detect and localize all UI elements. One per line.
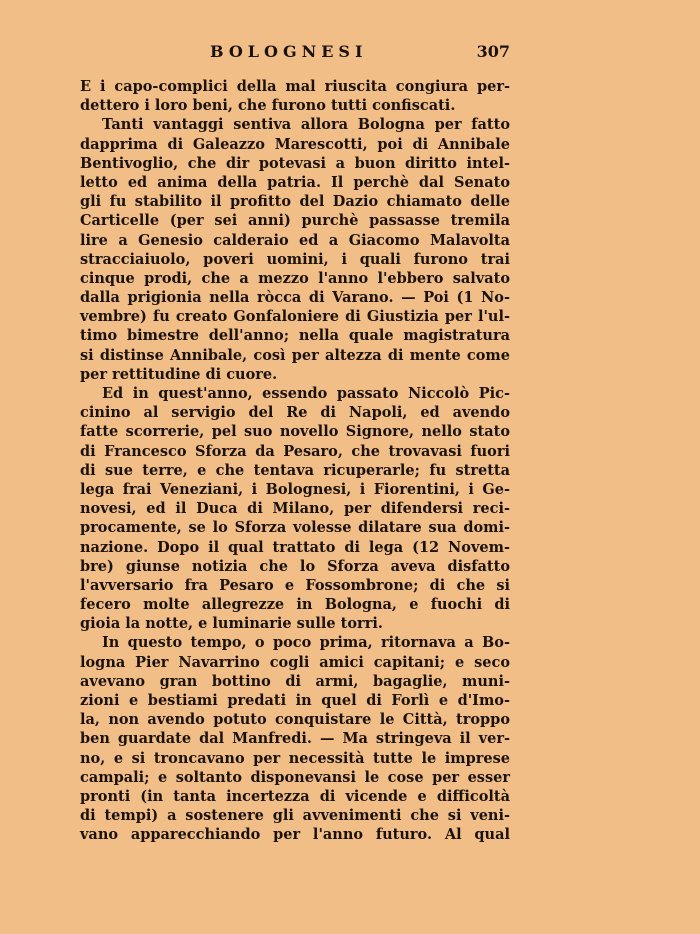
text-line: Carticelle (per sei anni) purchè passasse tremila [80, 212, 510, 230]
text-line: fecero molte allegrezze in Bologna, e fuochi di [80, 596, 510, 614]
body-text [80, 77, 510, 845]
paragraph-first-line: Ed in quest'anno, essendo passato Niccolò Pic- [102, 385, 510, 402]
text-line: la, non avendo potuto conquistare le Città, troppo [80, 711, 510, 729]
text-line: novesi, ed il Duca di Milano, per difendersi reci- [80, 500, 510, 518]
text-line: per rettitudine di cuore. [80, 365, 278, 383]
text-line: pronti (in tanta incertezza di vicende e difficoltà [80, 787, 510, 805]
text-line: cinque prodi, che a mezzo l'anno l'ebbero salvato [80, 269, 510, 287]
text-line: di sue terre, e che tentava ricuperarle; fu stretta [80, 461, 510, 479]
text-line: di Francesco Sforza da Pesaro, che trovavasi fuori [80, 442, 510, 460]
text-line: logna Pier Navarrino cogli amici capitani; e seco [80, 653, 510, 671]
text-line: E i capo-complici della mal riuscita congiura per- [80, 78, 510, 95]
text-line: l'avversario fra Pesaro e Fossombrone; di che si [80, 576, 510, 594]
text-line: avevano gran bottino di armi, bagaglie, muni- [80, 672, 510, 690]
text-line: stracciaiuolo, poveri uomini, i quali furono trai [80, 250, 510, 268]
page-number: 307 [476, 42, 510, 61]
text-line: zioni e bestiami predati in quel di Forlì e d'Imo- [80, 692, 510, 709]
text-line: si distinse Annibale, così per altezza di mente come [80, 346, 510, 364]
running-title: BOLOGNESI [210, 42, 368, 61]
text-line: lega frai Veneziani, i Bolognesi, i Fiorentini, i Ge- [80, 480, 510, 498]
text-line: campali; e soltanto disponevansi le cose per esser [80, 768, 510, 786]
paragraph-first-line: Tanti vantaggi sentiva allora Bologna per fatto [102, 116, 510, 134]
text-line: dalla prigionia nella ròcca di Varano. — Poi (1 No- [80, 289, 510, 307]
text-line: gioia la notte, e luminarie sulle torri. [80, 615, 383, 633]
text-line: fatte scorrerie, pel suo novello Signore, nello stato [80, 423, 510, 441]
text-line: Bentivoglio, che dir potevasi a buon diritto intel- [80, 154, 510, 172]
text-line: ben guardate dal Manfredi. — Ma stringeva il ver- [80, 730, 510, 748]
page-header [80, 40, 510, 64]
text-line: di tempi) a sostenere gli avvenimenti che si veni- [80, 807, 510, 825]
text-line: gli fu stabilito il profitto del Dazio chiamato delle [80, 193, 510, 211]
text-line: cinino al servigio del Re di Napoli, ed avendo [80, 404, 510, 422]
text-line: dapprima di Galeazzo Marescotti, poi di Annibale [80, 135, 510, 153]
text-line: vembre) fu creato Gonfaloniere di Giustizia per l'ul- [80, 308, 510, 326]
text-line: timo bimestre dell'anno; nella quale magistratura [80, 327, 510, 345]
text-line: procamente, se lo Sforza volesse dilatare sua domi- [80, 519, 510, 537]
text-line: nazione. Dopo il qual trattato di lega (12 Novem- [80, 538, 510, 556]
text-line: letto ed anima della patria. Il perchè dal Senato [80, 173, 510, 191]
text-line: vano apparecchiando per l'anno futuro. Al qual [80, 826, 510, 844]
paragraph-first-line: In questo tempo, o poco prima, ritornava a Bo- [102, 634, 510, 652]
text-line: lire a Genesio calderaio ed a Giacomo Malavolta [80, 231, 510, 249]
text-line: no, e si troncavano per necessità tutte le imprese [80, 749, 510, 767]
text-line: bre) giunse notizia che lo Sforza aveva disfatto [80, 557, 510, 575]
text-line: dettero i loro beni, che furono tutti confiscati. [80, 97, 456, 115]
